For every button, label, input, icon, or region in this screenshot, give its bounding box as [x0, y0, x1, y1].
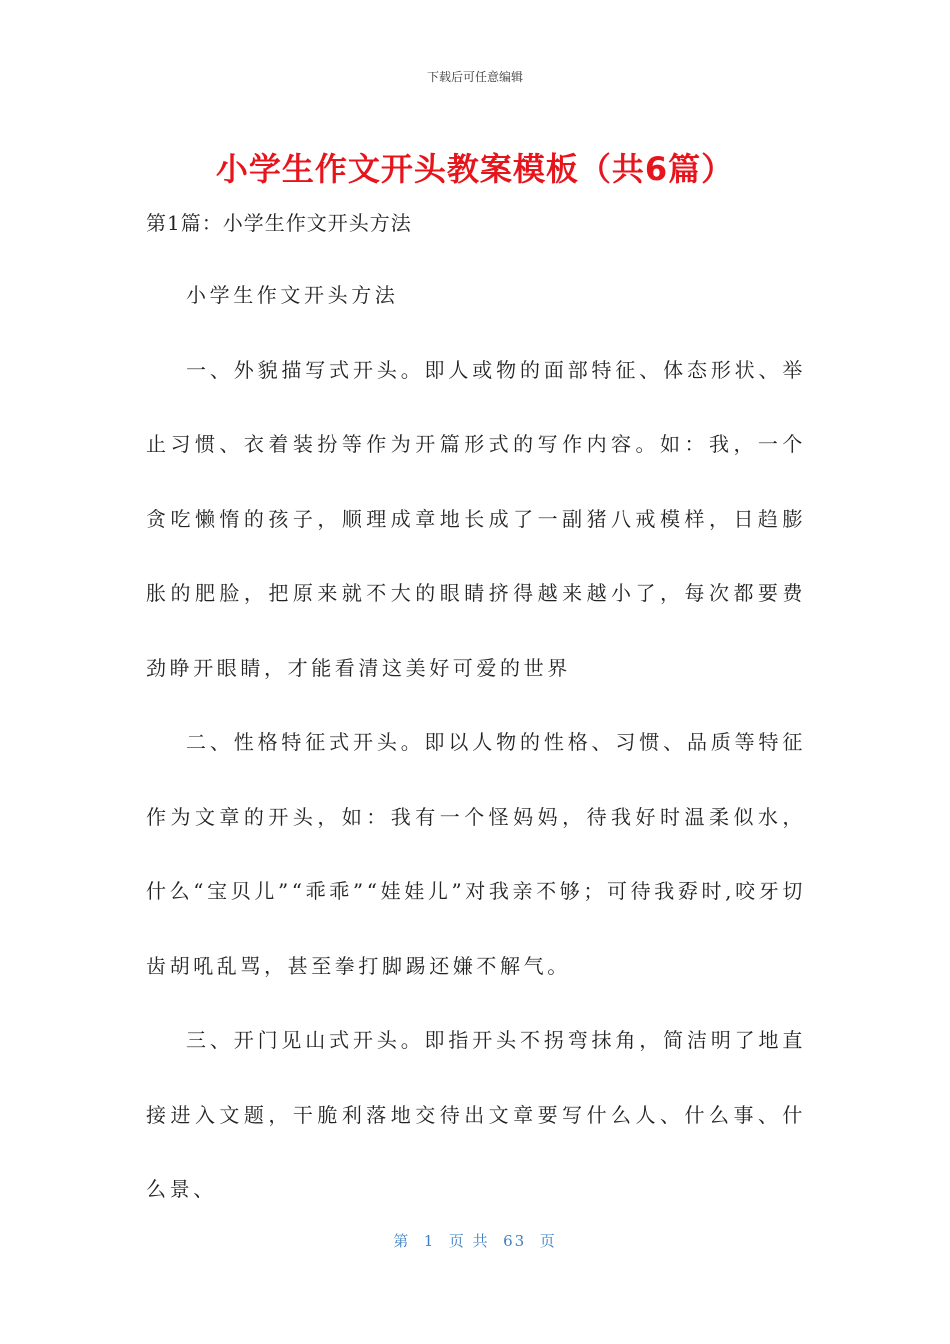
paragraph-appearance: 一、外貌描写式开头。即人或物的面部特征、体态形状、举止习惯、衣着装扮等作为开篇形式的写作内容。如：我，一个贪吃懒惰的孩子，顺理成章地长成了一副猪八戒模样，日趋膨胀的肥脸，把原来就不大的眼睛挤得越来越小了，每次都要费劲睁开眼睛，才能看清这美好可爱的世界: [146, 357, 806, 680]
document-title: 小学生作文开头教案模板（共6篇）: [215, 150, 735, 188]
paragraph-subtitle: 小学生作文开头方法: [186, 283, 399, 307]
page-footer: 第 1 页 共 63 页: [393, 1232, 557, 1250]
paragraph-personality: 二、性格特征式开头。即以人物的性格、习惯、品质等特征作为文章的开头，如：我有一个怪妈妈，待我好时温柔似水，什么“宝贝儿”“乖乖”“娃娃儿”对我亲不够；可待我孬时,咬牙切齿胡吼乱骂，甚至拳打脚踢还嫌不解气。: [146, 730, 806, 978]
section-heading: 第1篇：小学生作文开头方法: [146, 211, 412, 235]
paragraph-direct-opening: 三、开门见山式开头。即指开头不拐弯抹角，简洁明了地直接进入文题，干脆利落地交待出文章要写什么人、什么事、什么景、: [146, 1028, 806, 1201]
header-note: 下载后可任意编辑: [426, 70, 523, 84]
document-body: [146, 258, 806, 1227]
